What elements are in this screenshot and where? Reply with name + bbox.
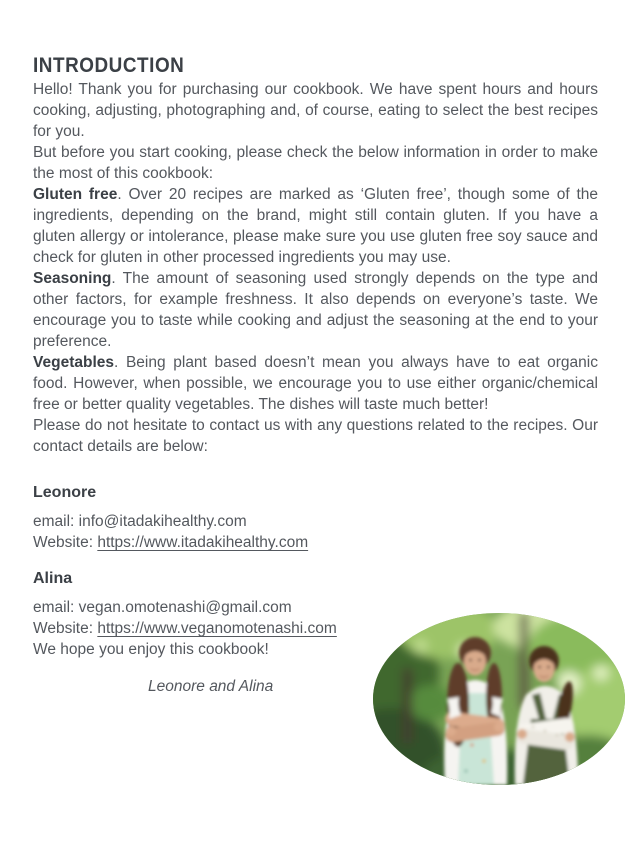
email-value: vegan.omotenashi@gmail.com [78,599,292,616]
note-seasoning [33,268,598,352]
page-content [33,53,598,697]
intro-paragraph-2: But before you start cooking, please check the below information in order to make the most of this cookbook: [33,144,598,182]
authors-photo [373,613,625,785]
contact-name-leonore: Leonore [33,484,97,501]
contact-website-line [33,532,598,553]
note-vegetables-text: . Being plant based doesn’t mean you always have to eat organic food. However, when possible, we encourage you to use either organic/chemical free or better quality vegetables. The dishes will taste much better! [33,354,598,413]
contact-email-line [33,511,598,532]
note-vegetables-label: Vegetables [33,354,114,371]
email-label: email: [33,513,79,530]
website-label: Website: [33,620,98,637]
page-title: INTRODUCTION [33,54,185,77]
note-gluten-free-text: . Over 20 recipes are marked as ‘Gluten free’, though some of the ingredients, depending on the brand, might still contain gluten. If you have a gluten allergy or intolerance, please make sure you use gluten free soy sauce and check for gluten in other processed ingredients you may use. [33,186,598,266]
note-seasoning-label: Seasoning [33,270,112,287]
contact-intro-paragraph: Please do not hesitate to contact us with any questions related to the recipes. Our contact details are below: [33,417,598,455]
contact-card-leonore [33,483,598,553]
authors-photo-illustration [373,613,625,785]
email-value: info@itadakihealthy.com [78,513,247,530]
note-vegetables [33,352,598,415]
note-gluten-free [33,184,598,268]
contact-name-alina: Alina [33,570,73,587]
note-gluten-free-label: Gluten free [33,186,118,203]
website-label: Website: [33,534,98,551]
signature-text: Leonore and Alina [148,678,274,695]
website-link-veganomotenashi[interactable]: https://www.veganomotenashi.com [97,620,337,637]
intro-paragraph-1: Hello! Thank you for purchasing our cookbook. We have spent hours and hours cooking, adjusting, photographing and, of course, eating to select the best recipes for you. [33,81,598,140]
closing-paragraph: We hope you enjoy this cookbook! [33,641,269,658]
website-link-itadakihealthy[interactable]: https://www.itadakihealthy.com [97,534,309,551]
note-seasoning-text: . The amount of seasoning used strongly depends on the type and other factors, for example freshness. It also depends on everyone’s taste. We encourage you to taste while cooking and adjust the seasoning at the end to your preference. [33,270,598,350]
email-label: email: [33,599,79,616]
